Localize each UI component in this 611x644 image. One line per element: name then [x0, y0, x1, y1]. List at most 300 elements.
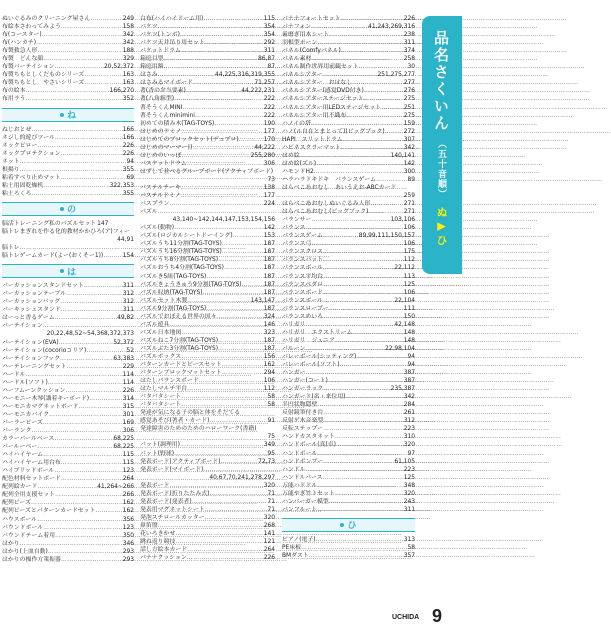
index-entry-name: パネルシアター(感覚DVD付き)	[282, 88, 364, 95]
index-entry-page: 49,82	[117, 315, 134, 322]
index-entry-pages: 44,91	[117, 237, 134, 244]
index-entry-name: 布製救急人形	[2, 48, 38, 55]
index-entry	[282, 23, 415, 31]
bullet-icon	[340, 523, 344, 527]
index-entry-name: バレーボール(シッティング)	[282, 353, 357, 360]
index-entry-name: ハノイの塔	[282, 120, 311, 127]
index-entry	[140, 530, 275, 538]
index-entry	[2, 459, 134, 467]
index-entry	[282, 128, 415, 136]
leader-dots	[222, 361, 263, 369]
index-entry	[282, 95, 415, 103]
index-entry-name: 半円状物隠壁	[282, 402, 318, 409]
index-entry-page: 125	[403, 281, 415, 288]
index-entry-name: 配色材料セットボード	[2, 476, 61, 483]
index-entry-name: はさみるマイボード	[140, 80, 193, 87]
index-entry-name: はたしパランスボード	[140, 378, 199, 385]
leader-dots	[209, 490, 266, 498]
index-entry-page: 342	[122, 32, 134, 39]
index-entry-page: 350	[122, 532, 134, 539]
index-entry	[282, 441, 415, 449]
leader-dots	[26, 371, 122, 379]
index-entry	[2, 451, 134, 459]
index-entry	[282, 377, 415, 385]
index-entry	[2, 322, 134, 330]
leader-dots	[187, 554, 263, 562]
leader-dots	[328, 377, 403, 385]
index-entry-name: バレーボール(ソフト)	[282, 362, 340, 369]
leader-dots	[359, 63, 407, 71]
index-entry	[2, 126, 134, 134]
index-entry-page: 266	[122, 492, 134, 499]
index-entry-name: ハモンドH2	[282, 168, 314, 175]
index-entry	[140, 305, 275, 313]
index-entry-name: 根揚り	[2, 166, 20, 173]
leader-dots	[222, 369, 263, 377]
section-header	[2, 108, 134, 122]
index-entry-page: 94	[407, 353, 415, 360]
leader-dots	[55, 532, 122, 540]
page-number: 9	[432, 606, 443, 626]
index-entry-page: 150	[403, 313, 415, 320]
leader-dots	[203, 466, 274, 474]
leader-dots	[55, 63, 104, 71]
index-entry-page: 115	[122, 452, 134, 459]
index-entry	[2, 282, 134, 290]
index-entry	[2, 63, 134, 71]
index-entry-name: 布製ちもとしくだものシリーズ	[2, 72, 85, 79]
index-entry	[282, 393, 415, 401]
index-entry-page: 342	[122, 40, 134, 47]
index-entry	[282, 466, 415, 474]
leader-dots	[353, 329, 403, 337]
index-entry-name: 布製 どんな顔	[2, 56, 44, 63]
index-entry	[2, 55, 134, 63]
leader-dots	[55, 314, 116, 322]
index-entry-page: 235,387	[390, 386, 415, 393]
index-entry-name: ハリガリ エクストリーム	[282, 329, 353, 336]
index-entry	[282, 15, 415, 23]
index-entry-page: 357	[403, 553, 415, 559]
index-entry-name: ハノ(ル自在とまとって)(ビッグブック)	[282, 128, 385, 135]
index-entry-name: パネル素材	[282, 56, 312, 63]
leader-dots	[309, 552, 403, 560]
index-entry	[282, 321, 415, 329]
leader-dots	[346, 393, 403, 401]
section-header	[2, 202, 134, 216]
leader-dots	[158, 23, 263, 31]
index-entry-page: 115	[122, 460, 134, 467]
index-entry-page: 112	[403, 257, 415, 264]
leader-dots	[329, 498, 403, 506]
leader-dots	[37, 483, 96, 491]
bullet-icon	[60, 207, 64, 211]
index-entry-page: 190	[263, 120, 275, 127]
index-entry-page: 106	[403, 289, 415, 296]
index-entry-page: 320	[263, 514, 275, 521]
index-entry-page: 307	[403, 136, 415, 143]
index-entry-page: 342	[403, 394, 415, 401]
leader-dots	[323, 385, 390, 393]
index-entry-name: ハンガー(コート)	[282, 378, 328, 385]
index-entry-page: 311	[263, 48, 275, 55]
index-entry-page: 146	[263, 321, 275, 328]
index-entry-name: ハンドボール(真(卓)	[282, 442, 336, 449]
index-entry-page: 68,225	[113, 444, 134, 451]
index-entry-page: 348	[403, 482, 415, 489]
index-entry	[140, 192, 275, 200]
index-entry-name: はかり(上皿自動)	[2, 548, 48, 555]
index-column-3	[282, 15, 415, 560]
leader-dots	[31, 190, 121, 198]
index-entry-name: 布製パーテイション	[2, 64, 55, 71]
index-entry-name: ハイブリッドボール	[2, 468, 55, 475]
index-entry-name: バット(野球)	[140, 450, 175, 457]
index-entry	[282, 482, 415, 490]
index-entry-name: 脳トレ	[2, 245, 20, 252]
index-entry-page: 89,99,111,150,157	[358, 233, 415, 240]
leader-dots	[193, 79, 253, 87]
index-entry-name: はじめのドミノ	[140, 128, 182, 135]
leader-dots	[199, 377, 263, 385]
index-entry	[140, 393, 275, 401]
leader-dots	[61, 150, 122, 158]
index-entry-name: パズルうち8分割(TAG-TOYS)	[140, 257, 219, 264]
index-entry-page: 294	[263, 370, 275, 377]
index-entry	[140, 353, 275, 361]
index-entry-page: 141	[263, 531, 275, 537]
index-entry	[2, 228, 134, 236]
index-entry	[140, 281, 275, 289]
index-entry-page: 44,225,316,319,355	[215, 72, 275, 79]
index-entry	[2, 395, 134, 403]
index-entry-name: バランスめいろ	[282, 313, 324, 320]
index-entry	[140, 458, 275, 466]
index-entry-name: パズルねこ7分割(TAG-TOYS)	[140, 337, 219, 344]
index-entry-page: 311	[403, 506, 415, 513]
index-entry-name: カラーバールベース	[2, 436, 55, 443]
index-entry	[140, 160, 275, 168]
index-entry-page: 111	[403, 305, 415, 312]
leader-dots	[43, 419, 122, 427]
index-entry	[2, 507, 134, 515]
index-entry-page: 300	[403, 168, 415, 175]
index-entry-page: 94	[126, 158, 134, 165]
index-entry-page: 322,353	[109, 182, 134, 189]
index-entry-name: バケットドラム	[140, 48, 181, 55]
index-entry	[2, 556, 134, 564]
index-entry-page: 71	[267, 490, 275, 497]
index-entry-page: 352	[122, 96, 134, 103]
leader-dots	[206, 305, 262, 313]
index-entry-name: 著そうくんMINI	[140, 104, 183, 111]
index-entry	[140, 264, 275, 272]
section-header-text: は	[66, 267, 76, 278]
index-entry	[140, 514, 275, 522]
leader-dots	[43, 182, 108, 190]
index-entry-page: 140,141	[390, 152, 415, 159]
leader-dots	[221, 458, 258, 466]
index-entry-page: 121	[263, 539, 275, 546]
index-entry-name: ハリガリ	[282, 321, 306, 328]
index-entry	[140, 554, 275, 562]
bullet-icon	[60, 113, 64, 117]
leader-dots	[368, 208, 402, 216]
leader-dots	[90, 15, 122, 23]
index-entry-name: ネックピロー	[2, 142, 38, 149]
index-entry	[140, 112, 275, 120]
index-entry-page: 293	[122, 548, 134, 555]
index-entry-page: 69	[126, 174, 134, 181]
leader-dots	[214, 120, 262, 128]
index-entry	[140, 466, 275, 474]
index-entry	[282, 337, 415, 345]
index-entry-name: パネルシアター用不織布	[282, 112, 347, 119]
index-entry-name: 配列ビーズ	[2, 500, 31, 507]
index-entry	[140, 490, 275, 498]
index-entry-page: 313	[403, 536, 415, 543]
index-entry-page: 315	[122, 403, 134, 410]
index-entry-page: 166,270	[109, 88, 134, 95]
index-entry	[282, 289, 415, 297]
index-entry-page: 354	[263, 32, 275, 39]
leader-dots	[323, 289, 403, 297]
index-entry-name: はじめのマーマー目	[140, 144, 194, 151]
index-entry-page: 301	[122, 411, 134, 418]
index-entry	[282, 313, 415, 321]
leader-dots	[311, 120, 403, 128]
index-entry	[140, 297, 275, 305]
index-entry-page: 268	[263, 522, 275, 529]
index-entry	[282, 506, 415, 514]
index-entry	[282, 458, 415, 466]
index-entry	[140, 538, 275, 546]
leader-dots	[36, 39, 122, 47]
index-entry	[140, 337, 275, 345]
leader-dots	[305, 345, 384, 353]
index-entry	[282, 176, 415, 184]
leader-dots	[48, 379, 122, 387]
index-entry-pages: 75	[267, 434, 275, 441]
index-entry	[140, 377, 275, 385]
index-entry-name: 羽根型ポーン	[282, 40, 318, 47]
index-entry	[2, 306, 134, 314]
index-entry	[140, 321, 275, 329]
index-entry	[282, 112, 415, 120]
index-entry-page: 310	[403, 434, 415, 441]
index-entry-name: 発表ボード(マイボード)	[140, 466, 204, 473]
leader-dots	[31, 499, 122, 507]
index-entry	[282, 104, 415, 112]
leader-dots	[43, 322, 133, 330]
index-entry-name: ピアノ(電子)	[282, 536, 316, 543]
leader-dots	[42, 31, 122, 39]
index-entry-name: パーテイション(EVA)	[2, 339, 59, 346]
index-entry-name: 粘土用固乾燥机	[2, 182, 44, 189]
leader-dots	[182, 104, 262, 112]
leader-dots	[61, 475, 122, 483]
leader-dots	[55, 134, 122, 142]
index-entry	[140, 482, 275, 490]
index-entry	[140, 273, 275, 281]
index-entry	[2, 435, 134, 443]
index-entry-name: 発表ボード(アクティブボード)	[140, 458, 221, 465]
leader-dots	[181, 192, 263, 200]
index-entry-page: 323	[263, 329, 275, 336]
index-entry-name: ハウスボール	[2, 516, 38, 523]
index-entry-name: パズル	[140, 209, 158, 216]
index-entry	[140, 522, 275, 530]
leader-dots	[192, 498, 267, 506]
index-entry	[282, 240, 415, 248]
index-entry-name: バランス弓	[282, 241, 312, 248]
index-entry-name: バランスロープー	[282, 305, 329, 312]
index-entry-name: ハラハラドキドキ バランスゲーム	[282, 176, 377, 183]
index-entry-page: 58	[407, 544, 415, 551]
index-entry-name: バケツ	[140, 24, 158, 31]
index-entry	[2, 190, 134, 198]
index-entry-name: 歯磨ぎ用木シート	[282, 32, 330, 39]
index-entry-name: パズル収納(TAG-TOYS)	[140, 289, 203, 296]
leader-dots	[181, 329, 263, 337]
index-entry-name: PE床板	[282, 544, 302, 551]
index-entry	[282, 305, 415, 313]
index-entry-name: はらべこあおむし あいうえお-ABCカード	[282, 184, 397, 191]
index-entry	[2, 379, 134, 387]
index-entry-name: 著(八角粗型)	[140, 96, 175, 103]
index-entry-name: はかり	[2, 540, 20, 547]
index-entry-page: 187	[263, 281, 275, 288]
index-entry-name: パネルシアター おはなし	[282, 80, 353, 87]
leader-dots	[222, 248, 263, 256]
index-entry-page: 71	[267, 506, 275, 513]
leader-dots	[61, 174, 126, 182]
index-entry-name: バーランク	[2, 428, 32, 435]
index-entry-name: パナナクッション	[140, 555, 187, 562]
index-entry-page: 349	[263, 442, 275, 449]
index-entry-page: 154	[122, 253, 134, 260]
index-entry-page: 354	[263, 24, 275, 31]
index-entry-name: パネル制作世界用前観セット	[282, 64, 359, 71]
leader-dots	[311, 23, 367, 31]
index-entry	[2, 419, 134, 427]
index-entry	[140, 184, 275, 192]
index-entry	[282, 425, 415, 433]
leader-dots	[174, 95, 263, 103]
index-entry-page: 226	[122, 142, 134, 149]
leader-dots	[363, 95, 402, 103]
index-entry-name: バールーベー	[2, 444, 38, 451]
index-entry-page: 243	[403, 498, 415, 505]
index-entry	[2, 540, 134, 548]
index-entry-page: 356	[122, 516, 134, 523]
index-entry-page: 22,112	[394, 265, 415, 272]
index-entry	[140, 289, 275, 297]
index-entry-name: バナナフォートセット	[282, 16, 341, 22]
index-entry-name: パズル9分割(TAG-TOYS)	[140, 305, 207, 312]
index-entry	[2, 387, 134, 395]
index-entry-name: パズルでおぼえる世界の国々	[140, 313, 217, 320]
index-entry-name: バランスボール	[282, 297, 323, 304]
index-entry-pages: 20,22,48,52~54,368,372,373	[46, 331, 134, 338]
index-entry-name: バランスゲーム	[282, 233, 324, 240]
index-entry	[2, 79, 134, 87]
index-entry	[282, 160, 415, 168]
index-entry-name: ハンドル	[282, 466, 306, 473]
leader-dots	[317, 450, 406, 458]
index-entry-name: 跳ね返り競技	[140, 539, 176, 546]
index-entry	[2, 298, 134, 306]
index-entry	[2, 39, 134, 47]
index-entry	[140, 329, 275, 337]
index-entry	[2, 339, 134, 347]
index-entry-page: 41,264~266	[97, 484, 134, 491]
leader-dots	[323, 474, 403, 482]
index-entry	[282, 329, 415, 337]
index-entry	[282, 31, 415, 39]
index-entry-page: 113	[403, 273, 415, 280]
leader-dots	[381, 104, 403, 112]
leader-dots	[103, 252, 122, 260]
leader-dots	[20, 166, 122, 174]
index-entry	[140, 498, 275, 506]
leader-dots	[187, 297, 250, 305]
index-entry-name: パズル日本地図	[140, 329, 182, 336]
leader-dots	[306, 369, 403, 377]
leader-dots	[181, 47, 263, 55]
index-entry-page: 156	[263, 353, 275, 360]
index-entry-name: HAPI スリットドラム	[282, 136, 343, 143]
leader-dots	[224, 264, 263, 272]
index-entry-name: ハーテレーニングセット	[2, 363, 67, 370]
index-entry-page: 163	[122, 80, 134, 87]
index-entry-page: 177	[263, 128, 275, 135]
index-entry-name: パズルうち11分割(TAG-TOYS)	[140, 241, 222, 248]
index-entry-page: 293	[122, 556, 134, 563]
index-entry-name: はらべこあおむしぬいぐるみ人形	[282, 201, 371, 208]
index-entry	[2, 182, 134, 190]
index-entry	[282, 47, 415, 55]
index-entry-name: ハーフムーンクッション	[2, 387, 66, 394]
index-entry-page: 89	[407, 176, 415, 183]
index-entry-name: 粘土ろくろ	[2, 190, 32, 197]
leader-dots	[86, 347, 125, 355]
index-entry-page: 238	[403, 32, 415, 39]
index-entry-page: 324	[263, 313, 275, 320]
index-entry	[2, 483, 134, 491]
leader-dots	[187, 160, 263, 168]
leader-dots	[314, 168, 403, 176]
index-entry-name: 反射ゲ木音楽型	[282, 418, 324, 425]
index-entry	[140, 248, 275, 256]
index-entry	[282, 248, 415, 256]
leader-dots	[174, 224, 263, 232]
index-entry-page: 271	[403, 209, 415, 216]
index-entry-page: 148	[403, 329, 415, 336]
tab-range-text: ぬ▶ひ	[435, 206, 448, 248]
index-entry-page: 158	[122, 24, 134, 31]
index-entry	[140, 506, 275, 514]
index-entry	[2, 15, 134, 23]
index-entry-page: 142	[263, 225, 275, 232]
leader-dots	[187, 546, 263, 554]
leader-dots	[205, 39, 263, 47]
index-column-2	[140, 15, 275, 562]
index-entry-page: 275	[403, 112, 415, 119]
index-entry-name: ハンガード(名・来位用)	[282, 394, 346, 401]
index-entry	[140, 120, 275, 128]
index-entry-name: バステルチーキ	[140, 184, 181, 191]
